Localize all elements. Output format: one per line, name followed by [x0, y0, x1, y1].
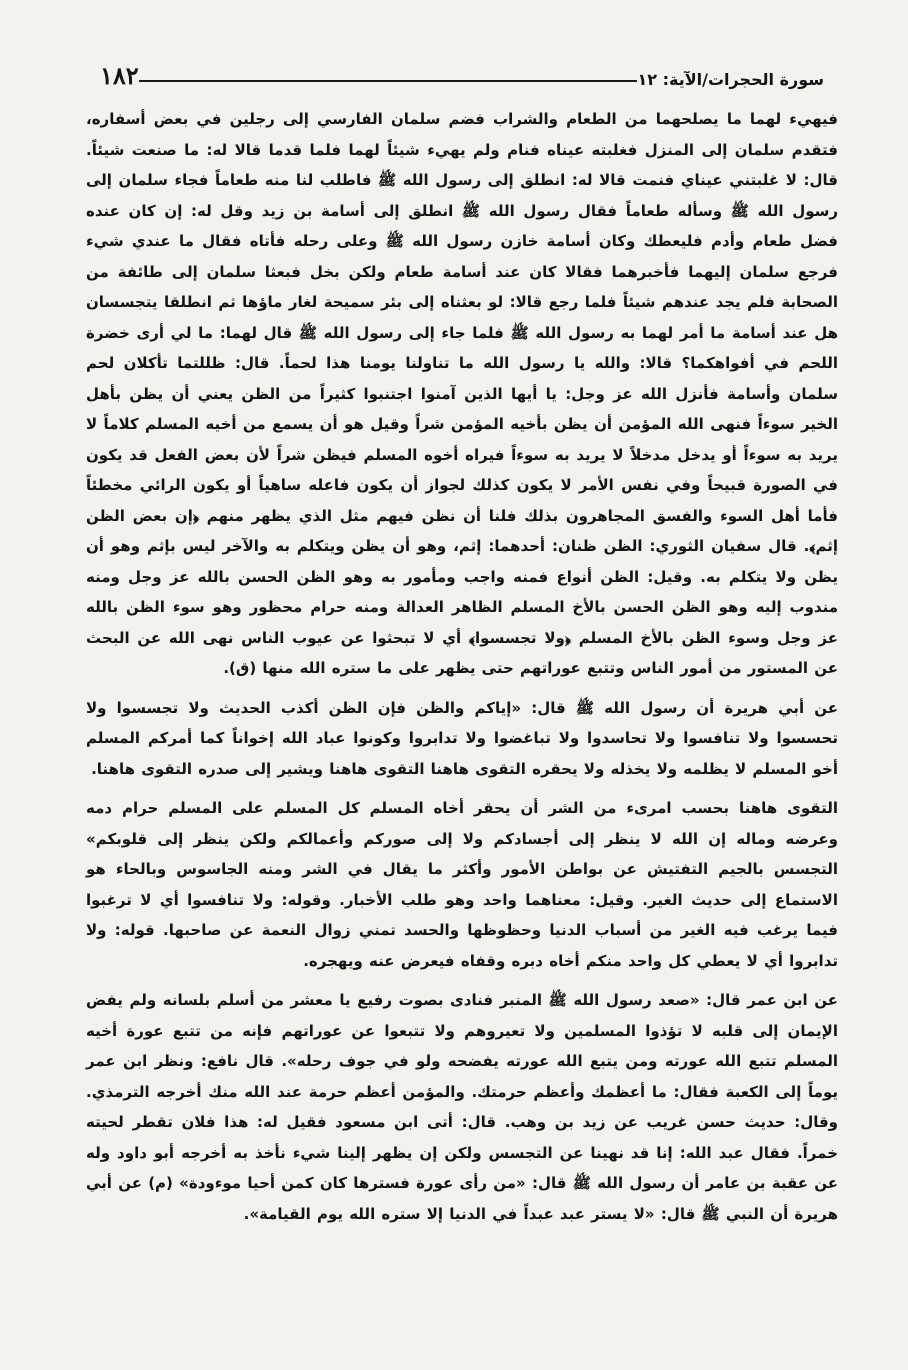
paragraph: عن أبي هريرة أن رسول الله ﷺ قال: «إياكم والظن فإن الظن أكذب الحديث ولا تجسسوا ولا تحسسوا ولا تنافسوا ولا تحاسدوا ولا تباغضوا ولا تدابروا وكونوا عباد الله إخواناً كما أمركم المسلم أخو المسلم لا يظلمه ولا يخذله ولا يحقره التقوى هاهنا التقوى هاهنا ويشير إلى صدره التقوى هاهنا. [86, 698, 838, 778]
header-rule [139, 80, 638, 82]
running-title: سورة الحجرات/الآية: ١٢ [637, 70, 824, 89]
page-body [86, 104, 838, 1229]
paragraph: التقوى هاهنا بحسب امرىء من الشر أن يحقر أخاه المسلم كل المسلم على المسلم حرام دمه وعرضه وماله إن الله لا ينظر إلى أجسادكم ولا إلى صوركم وأعمالكم ولكن ينظر إلى قلوبكم» التجسس بالجيم التفتيش عن بواطن الأمور وأكثر ما يقال في الشر ومنه الجاسوس وبالحاء هو الاستماع إلى حديث الغير. وقيل: معناهما واحد وهو طلب الأخبار. وقوله: ولا تنافسوا أي لا ترغبوا فيما يرغب فيه الغير من أسباب الدنيا وحظوظها والحسد تمني زوال النعمة عن صاحبها. قوله: ولا تدابروا أي لا يعطي كل واحد منكم أخاه دبره وقفاه فيعرض عنه ويهجره. [86, 799, 838, 970]
page-header [86, 52, 838, 88]
paragraph: عن ابن عمر قال: «صعد رسول الله ﷺ المنبر فنادى بصوت رفيع يا معشر من أسلم بلسانه ولم يفض الإيمان إلى قلبه لا تؤذوا المسلمين ولا تعيروهم ولا تتبعوا عن عوراتهم فإنه من تتبع عورة أخيه المسلم تتبع الله عورته ومن يتبع الله عورته يفضحه ولو في جوف رحله». قال نافع: ونظر ابن عمر يوماً إلى الكعبة فقال: ما أعظمك وأعظم حرمتك. والمؤمن أعظم حرمة عند الله منك أخرجه الترمذي. وقال: حديث حسن غريب عن زيد بن وهب. قال: أتى ابن مسعود فقيل له: هذا فلان تقطر لحيته خمراً. فقال عبد الله: إنا قد نهينا عن التجسس ولكن إن يظهر إلينا شيء نأخذ به أخرجه أبو داود وله عن عقبة بن عامر أن رسول الله ﷺ قال: «من رأى عورة فسترها كان كمن أحيا موءودة» (م) عن أبي هريرة أن النبي ﷺ قال: «لا يستر عبد عبداً في الدنيا إلا ستره الله يوم القيامة». [86, 991, 838, 1223]
paragraph: فيهيء لهما ما يصلحهما من الطعام والشراب فضم سلمان الفارسي إلى رجلين في بعض أسفاره، فتقدم سلمان إلى المنزل فغلبته عيناه فنام ولم يهيء شيئاً لهما فلما قدما قالا له: ما صنعت شيئاً. قال: لا غلبتني عيناي فنمت قالا له: انطلق إلى رسول الله ﷺ فاطلب لنا منه طعاماً فجاء سلمان إلى رسول الله ﷺ وسأله طعاماً فقال رسول الله ﷺ انطلق إلى أسامة بن زيد وقل له: إن كان عنده فضل طعام وأدم فليعطك وكان أسامة خازن رسول الله ﷺ وعلى رحله فأتاه فقال ما عندي شيء فرجع سلمان إليهما فأخبرهما فقالا كان عند أسامة طعام ولكن بخل فبعثا سلمان إلى طائفة من الصحابة فلم يجد عندهم شيئاً فلما رجع قالا: لو بعثناه إلى بئر سميحة لغار ماؤها ثم انطلقا يتجسسان هل عند أسامة ما أمر لهما به رسول الله ﷺ فلما جاء إلى رسول الله ﷺ قال لهما: ما لي أرى خضرة اللحم في أفواهكما؟ قالا: والله يا رسول الله ما تناولنا يومنا هذا لحماً. قال: ظللتما تأكلان لحم سلمان وأسامة فأنزل الله عز وجل: يا أيها الذين آمنوا اجتنبوا كثيراً من الظن يعني أن يظن بأهل الخير سوءاً فنهى الله المؤمن أن يظن بأخيه المؤمن شراً وقيل هو أن يسمع من أخيه المسلم كلاماً لا يريد به سوءاً أو يدخل مدخلاً لا يريد به سوءاً فيراه أخوه المسلم فيظن شراً لأن بعض الفعل قد يكون في الصورة قبيحاً وفي نفس الأمر لا يكون كذلك لجواز أن يكون فاعله ساهياً أو يكون الرائي مخطئاً فأما أهل السوء والفسق المجاهرون بذلك فلنا أن نظن فيهم مثل الذي يظهر منهم ﴿إن بعض الظن إثم﴾. قال سفيان الثوري: الظن ظنان: أحدهما: إثم، وهو أن يظن ويتكلم به والآخر ليس بإثم وهو أن يظن ولا يتكلم به. وقيل: الظن أنواع فمنه واجب ومأمور به وهو الظن الحسن بالله عز وجل ومنه مندوب إليه وهو الظن الحسن بالأخ المسلم الظاهر العدالة ومنه حرام محظور وهو سوء الظن بالله عز وجل وسوء الظن بالأخ المسلم ﴿ولا تجسسوا﴾ أي لا تبحثوا عن عيوب الناس نهى الله عن البحث عن المستور من أمور الناس وتتبع عوراتهم حتى يظهر على ما ستره الله منها (ق). [86, 110, 838, 677]
page-number: ١٨٢ [100, 61, 139, 90]
